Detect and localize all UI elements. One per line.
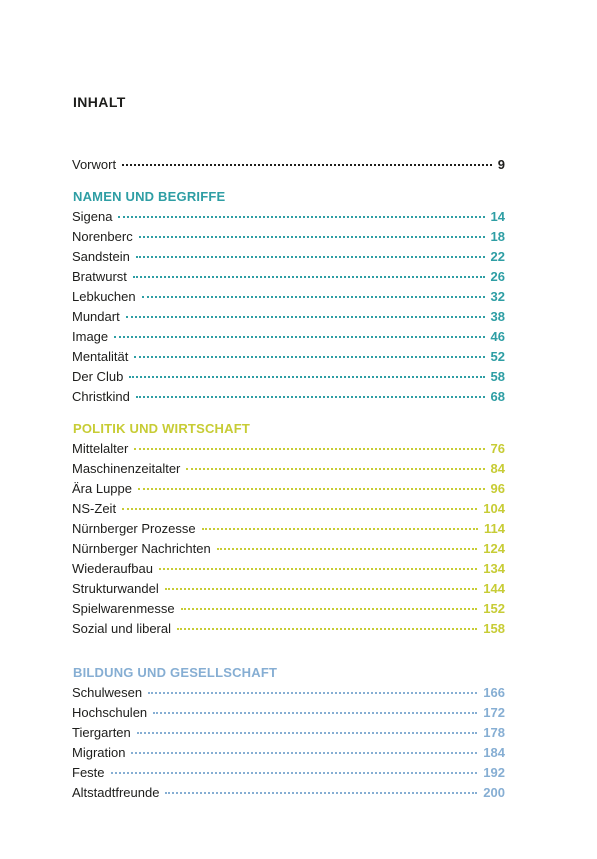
toc-entry-page: 32 <box>490 289 505 304</box>
toc-entry-label: NS-Zeit <box>72 501 117 516</box>
toc-entry-label: Maschinenzeitalter <box>72 461 181 476</box>
toc-entry[interactable] <box>72 287 505 307</box>
toc-entry[interactable] <box>72 703 505 723</box>
toc-entry-page: 200 <box>483 785 505 800</box>
toc-entry-label: Der Club <box>72 369 124 384</box>
toc-entry[interactable] <box>72 327 505 347</box>
toc-entry[interactable] <box>72 307 505 327</box>
toc-entry[interactable] <box>72 559 505 579</box>
toc-entry-page: 9 <box>497 157 505 172</box>
toc-list <box>72 683 505 803</box>
toc-entry[interactable] <box>72 387 505 407</box>
toc-entry[interactable] <box>72 227 505 247</box>
toc-entry-page: 46 <box>490 329 505 344</box>
toc-entry[interactable] <box>72 519 505 539</box>
dot-leader <box>122 508 477 510</box>
toc-list <box>72 439 505 639</box>
dot-leader <box>165 792 477 794</box>
section-heading: NAMEN UND BEGRIFFE <box>73 189 226 204</box>
toc-entry-label: Sozial und liberal <box>72 621 172 636</box>
toc-intro <box>72 155 505 175</box>
toc-entry-page: 172 <box>483 705 505 720</box>
toc-entry[interactable] <box>72 619 505 639</box>
toc-entry-page: 144 <box>483 581 505 596</box>
toc-entry[interactable] <box>72 539 505 559</box>
dot-leader <box>122 164 492 166</box>
toc-entry[interactable] <box>72 439 505 459</box>
toc-entry-page: 84 <box>490 461 505 476</box>
dot-leader <box>186 468 484 470</box>
toc-entry-label: Norenberc <box>72 229 133 244</box>
toc-entry-page: 58 <box>490 369 505 384</box>
toc-entry-label: Mentalität <box>72 349 129 364</box>
dot-leader <box>114 336 484 338</box>
dot-leader <box>118 216 484 218</box>
toc-entry[interactable] <box>72 267 505 287</box>
toc-entry-label: Schulwesen <box>72 685 143 700</box>
toc-entry-page: 22 <box>490 249 505 264</box>
dot-leader <box>126 316 485 318</box>
dot-leader <box>137 732 478 734</box>
toc-entry-page: 76 <box>490 441 505 456</box>
toc-entry-label: Image <box>72 329 109 344</box>
dot-leader <box>165 588 478 590</box>
toc-entry-label: Feste <box>72 765 105 780</box>
toc-entry[interactable] <box>72 579 505 599</box>
toc-entry[interactable] <box>72 479 505 499</box>
toc-entry-page: 18 <box>490 229 505 244</box>
toc-entry-page: 184 <box>483 745 505 760</box>
toc-entry-label: Mittelalter <box>72 441 129 456</box>
toc-entry[interactable] <box>72 367 505 387</box>
dot-leader <box>139 236 485 238</box>
toc-list <box>72 207 505 407</box>
toc-entry-page: 68 <box>490 389 505 404</box>
toc-entry-label: Tiergarten <box>72 725 131 740</box>
toc-entry-label: Sandstein <box>72 249 130 264</box>
toc-entry-page: 124 <box>483 541 505 556</box>
toc-entry[interactable] <box>72 683 505 703</box>
toc-entry-page: 166 <box>483 685 505 700</box>
toc-entry-label: Spielwarenmesse <box>72 601 175 616</box>
dot-leader <box>131 752 477 754</box>
dot-leader <box>134 356 484 358</box>
dot-leader <box>181 608 478 610</box>
toc-entry-page: 96 <box>490 481 505 496</box>
toc-entry[interactable] <box>72 247 505 267</box>
dot-leader <box>129 376 484 378</box>
toc-entry-page: 158 <box>483 621 505 636</box>
toc-entry-label: Nürnberger Prozesse <box>72 521 196 536</box>
toc-entry-page: 178 <box>483 725 505 740</box>
section-heading: POLITIK UND WIRTSCHAFT <box>73 421 250 436</box>
dot-leader <box>142 296 485 298</box>
dot-leader <box>138 488 485 490</box>
dot-leader <box>136 396 485 398</box>
toc-entry-page: 52 <box>490 349 505 364</box>
section-heading: BILDUNG UND GESELLSCHAFT <box>73 665 278 680</box>
toc-entry-label: Nürnberger Nachrichten <box>72 541 211 556</box>
dot-leader <box>148 692 477 694</box>
dot-leader <box>133 276 485 278</box>
toc-entry[interactable] <box>72 743 505 763</box>
toc-entry[interactable] <box>72 783 505 803</box>
toc-entry[interactable] <box>72 599 505 619</box>
toc-entry-page: 192 <box>483 765 505 780</box>
dot-leader <box>202 528 478 530</box>
toc-entry[interactable] <box>72 207 505 227</box>
toc-entry-label: Wiederaufbau <box>72 561 153 576</box>
toc-entry-label: Ära Luppe <box>72 481 132 496</box>
toc-entry-label: Vorwort <box>72 157 117 172</box>
toc-entry-label: Hochschulen <box>72 705 148 720</box>
toc-entry-page: 114 <box>484 521 505 536</box>
toc-entry-label: Migration <box>72 745 126 760</box>
toc-entry-label: Sigena <box>72 209 113 224</box>
page-title: INHALT <box>73 94 126 110</box>
toc-entry[interactable] <box>72 499 505 519</box>
dot-leader <box>177 628 477 630</box>
toc-entry[interactable] <box>72 723 505 743</box>
toc-entry-page: 26 <box>490 269 505 284</box>
toc-entry-label: Lebkuchen <box>72 289 136 304</box>
toc-entry[interactable] <box>72 763 505 783</box>
dot-leader <box>153 712 477 714</box>
dot-leader <box>111 772 478 774</box>
toc-entry-label: Christkind <box>72 389 130 404</box>
toc-entry-label: Bratwurst <box>72 269 127 284</box>
toc-entry-label: Strukturwandel <box>72 581 159 596</box>
dot-leader <box>159 568 477 570</box>
toc-entry-page: 152 <box>483 601 505 616</box>
toc-entry-label: Altstadtfreunde <box>72 785 160 800</box>
toc-entry-label: Mundart <box>72 309 120 324</box>
toc-entry[interactable] <box>72 347 505 367</box>
toc-entry[interactable] <box>72 155 505 175</box>
dot-leader <box>217 548 478 550</box>
dot-leader <box>136 256 485 258</box>
dot-leader <box>134 448 484 450</box>
toc-entry-page: 38 <box>490 309 505 324</box>
toc-entry-page: 14 <box>490 209 505 224</box>
toc-entry-page: 104 <box>483 501 505 516</box>
toc-entry[interactable] <box>72 459 505 479</box>
toc-entry-page: 134 <box>483 561 505 576</box>
